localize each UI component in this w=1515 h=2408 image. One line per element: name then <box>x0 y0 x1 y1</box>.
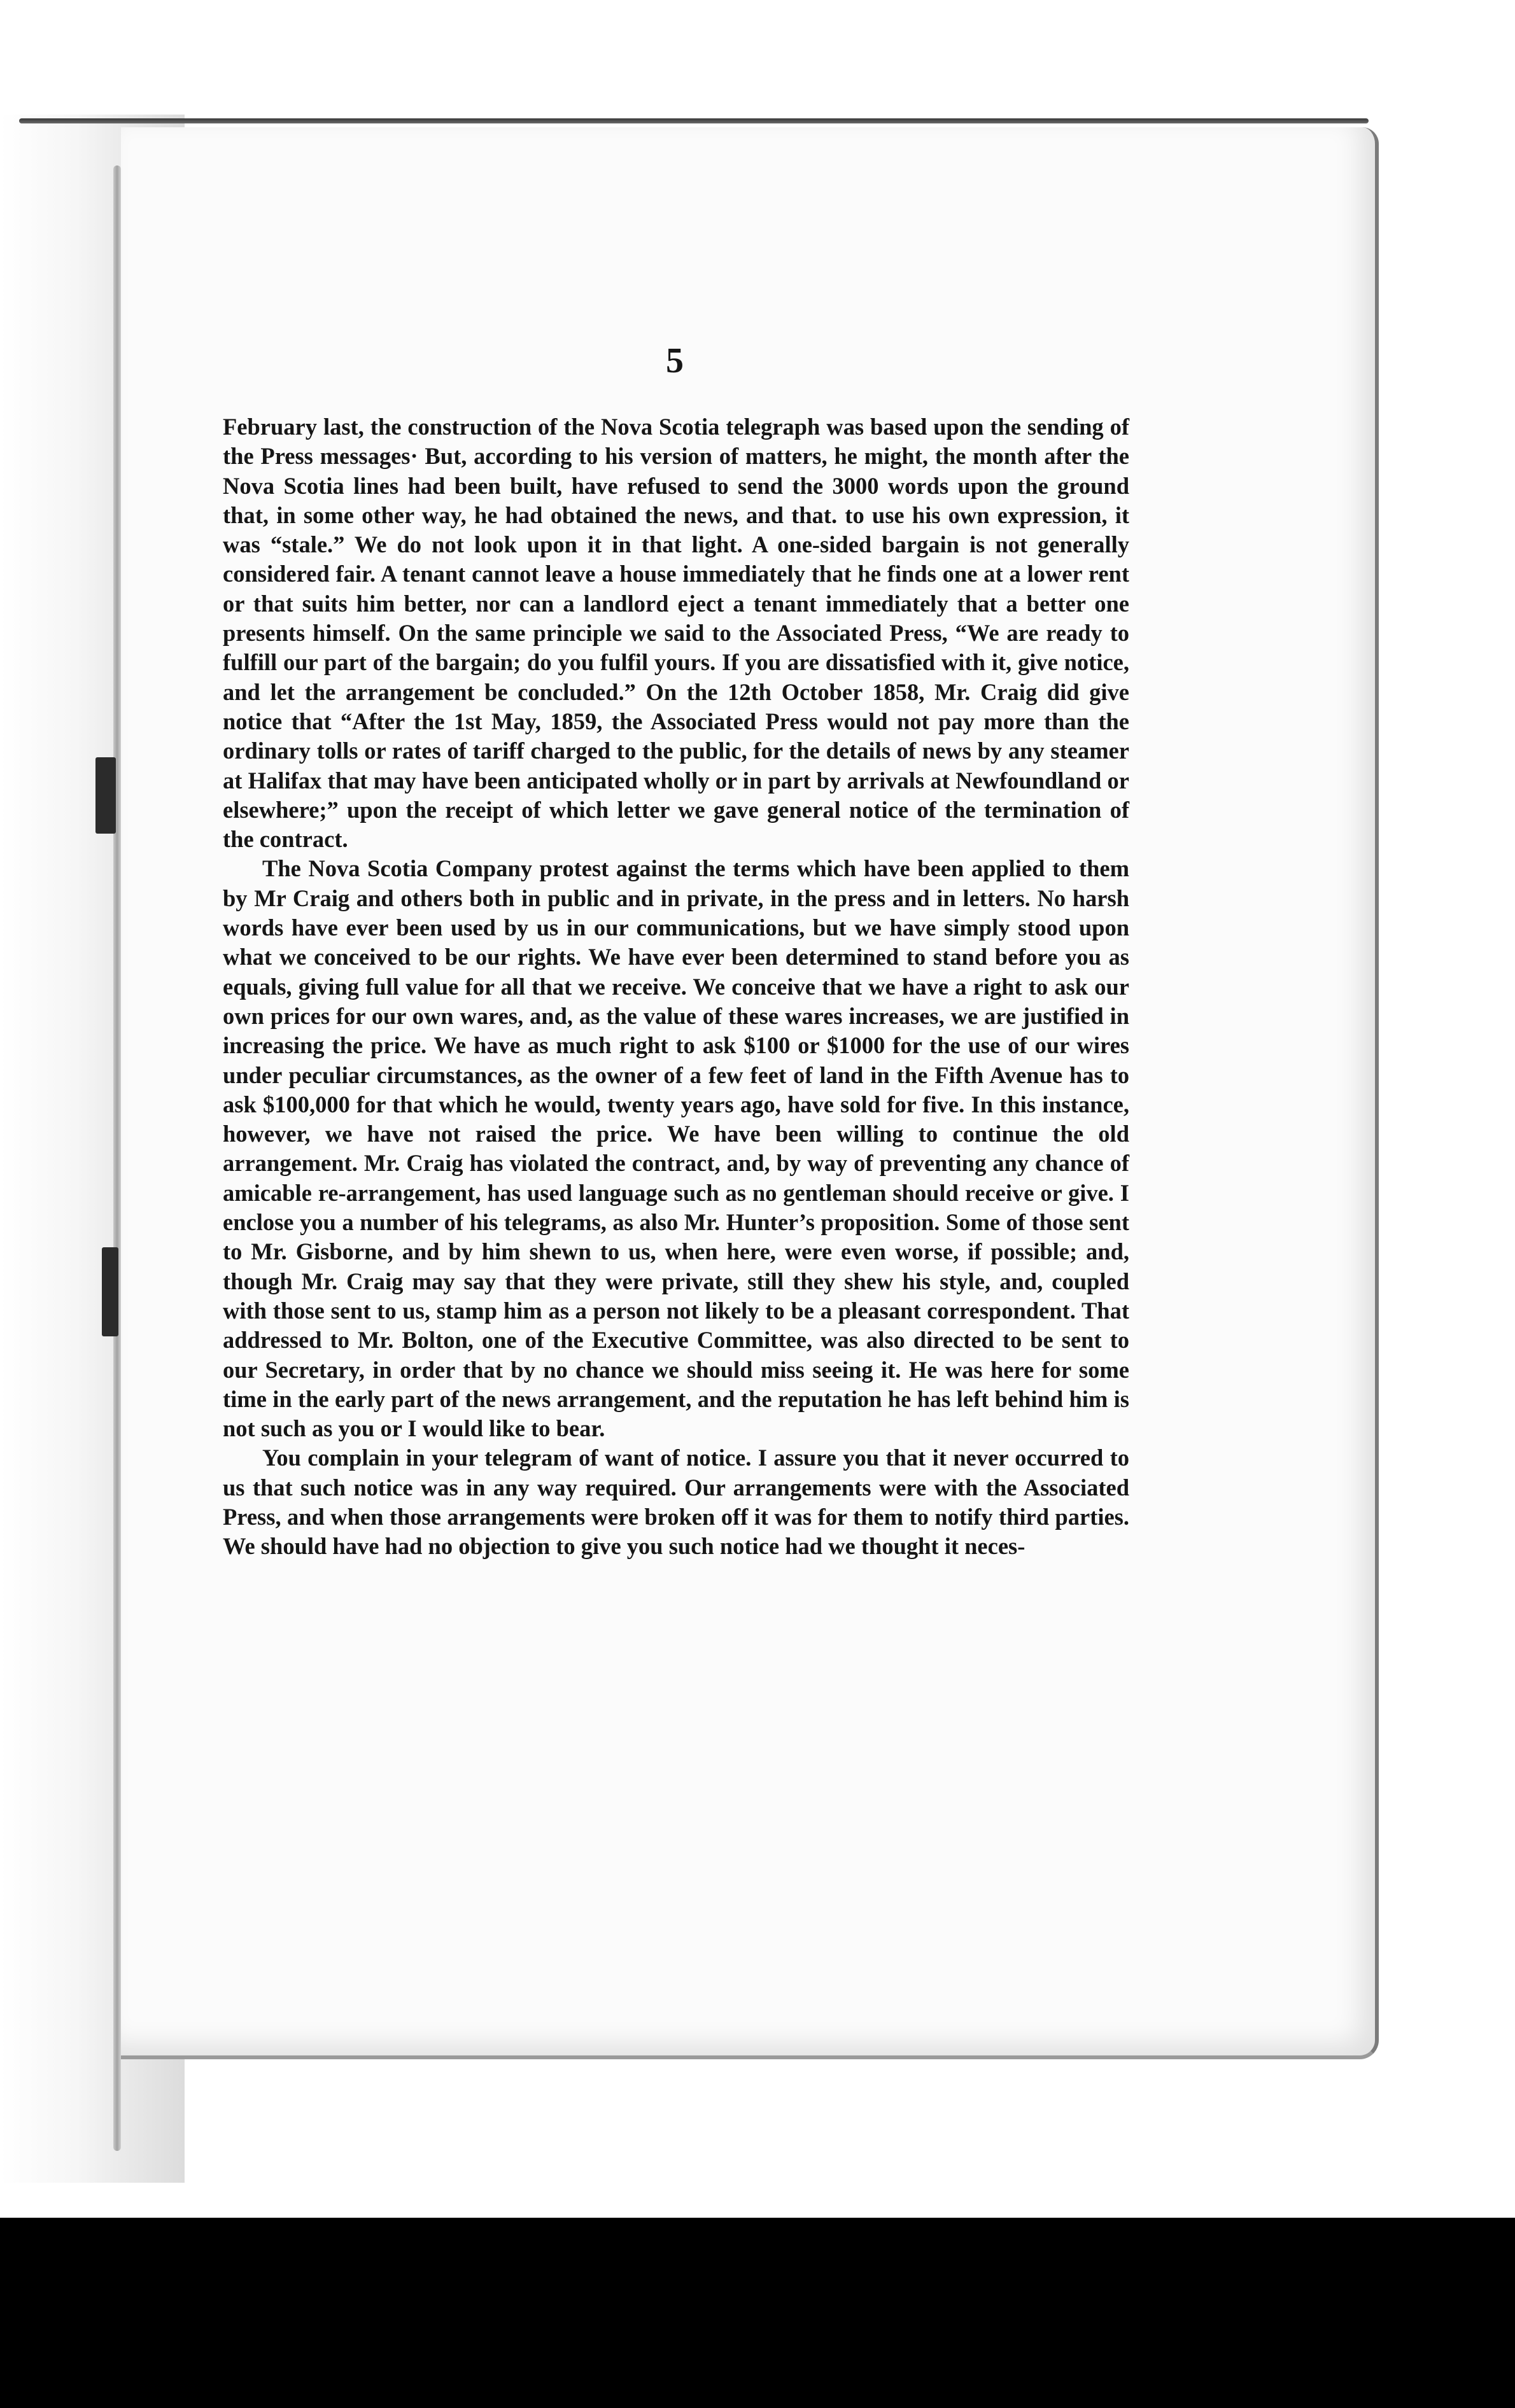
page-number: 5 <box>666 341 684 381</box>
body-text <box>223 412 1129 1562</box>
page-top-edge <box>19 118 1369 123</box>
spine-mark <box>95 757 116 834</box>
paragraph: You complain in your telegram of want of notice. I assure you that it never occurred to us that such notice was in any way required. Our arrangements were with the Associated Press, and when those arrangements were broken off it was for them to notify third parties. We should have had no objection to give you such notice had we thought it neces- <box>223 1445 1129 1560</box>
paragraph: The Nova Scotia Company protest against the terms which have been applied to them by Mr Craig and others both in public and in private, in the press and in letters. No harsh words have ever been used by us in our communications, but we have simply stood upon what we conceived to be our rights. We have ever been determined to stand before you as equals, giving full value for all that we receive. We conceive that we have a right to ask our own prices for our own wares, and, as the value of these wares increases, we are justified in increasing the price. We have as much right to ask $100 or $1000 for the use of our wires under peculiar circumstances, as the owner of a few feet of land in the Fifth Avenue has to ask $100,000 for that which he would, twenty years ago, have sold for five. In this instance, however, we have not raised the price. We have been willing to continue the old arrangement. Mr. Craig has violated the contract, and, by way of preventing any chance of amicable re-arrangement, has used language such as no gentleman should receive or give. I enclose you a number of his telegrams, as also Mr. Hunter’s proposition. Some of those sent to Mr. Gisborne, and by him shewn to us, when here, were even worse, if possible; and, though Mr. Craig may say that they were private, still they shew his style, and, coupled with those sent to us, stamp him as a person not likely to be a pleasant correspondent. That addressed to Mr. Bolton, one of the Executive Committee, was also directed to be sent to our Secretary, in order that by no chance we should miss seeing it. He was here for some time in the early part of the news arrangement, and the reputation he has left behind him is not such as you or I would like to bear. <box>223 855 1129 1442</box>
scan-bottom-band <box>0 2218 1515 2408</box>
spine-mark <box>102 1247 118 1336</box>
paragraph: February last, the construction of the Nova Scotia telegraph was based upon the sending of the Press messages· But, according to his version of matters, he might, the month after the Nova Scotia lines had been built, have refused to send the 3000 words upon the ground that, in some other way, he had obtained the news, and that. to use his own expression, it was “stale.” We do not look upon it in that light. A one-sided bargain is not generally considered fair. A tenant cannot leave a house immediately that he finds one at a lower rent or that suits him better, nor can a landlord eject a tenant immediately that a better one presents himself. On the same principle we said to the Associated Press, “We are ready to fulfill our part of the bargain; do you fulfil yours. If you are dissatisfied with it, give notice, and let the arrangement be concluded.” On the 12th October 1858, Mr. Craig did give notice that “After the 1st May, 1859, the Associated Press would not pay more than the ordinary tolls or rates of tariff charged to the public, for the details of news by any steamer at Halifax that may have been anticipated wholly or in part by arrivals at Newfoundland or elsewhere;” upon the receipt of which letter we gave general notice of the termination of the contract. <box>223 414 1129 853</box>
book-spine <box>113 165 121 2151</box>
